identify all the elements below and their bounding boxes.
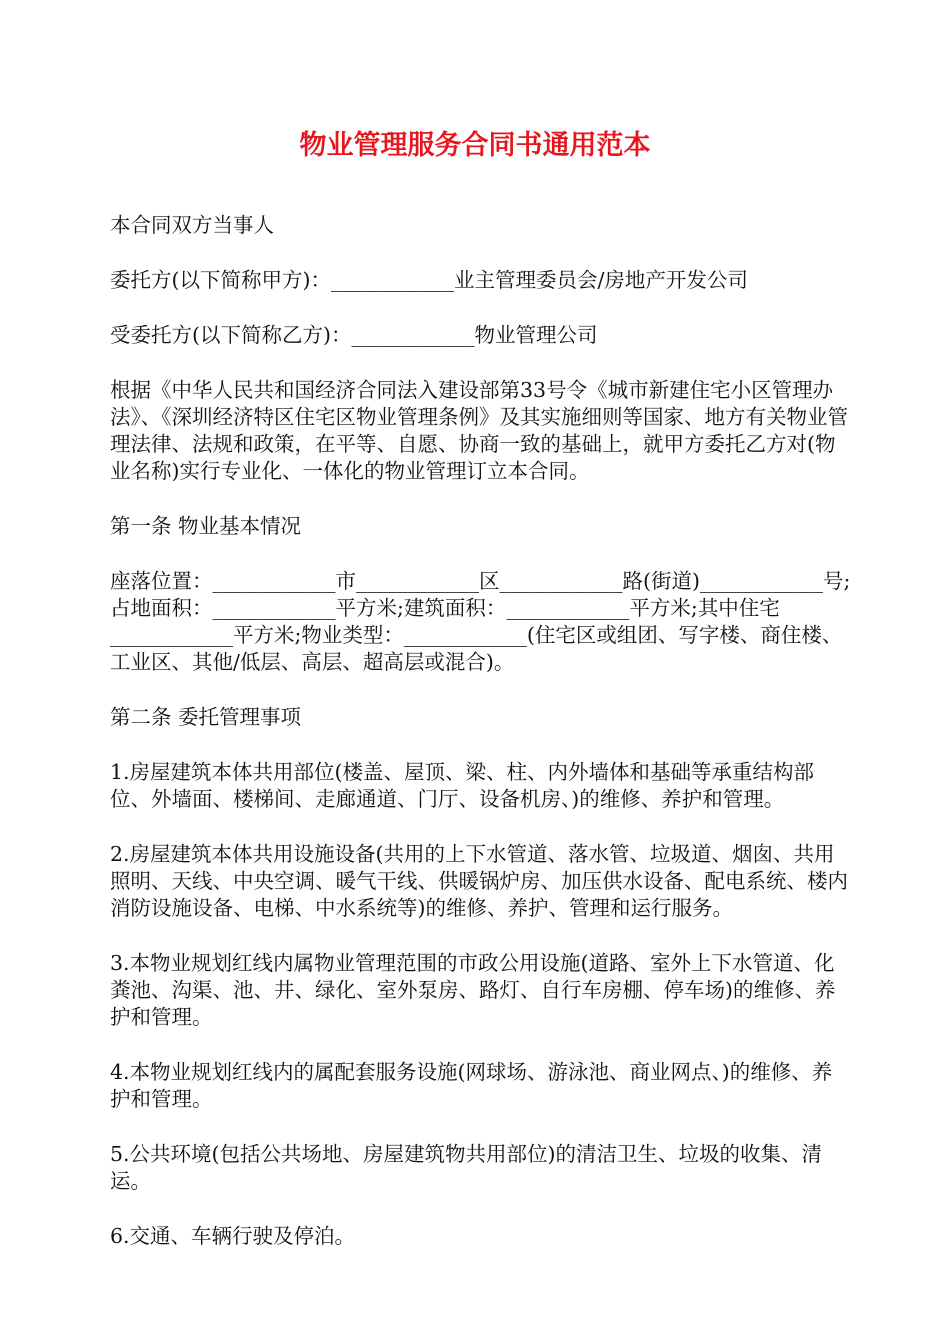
paragraph-party-b: 受委托方(以下简称乙方)：____________物业管理公司 xyxy=(110,323,598,347)
paragraph-party-a: 委托方(以下简称甲方)：____________业主管理委员会/房地产开发公司 xyxy=(110,268,748,292)
article-2-heading: 第二条 委托管理事项 xyxy=(110,705,302,729)
list-item-1: 1.房屋建筑本体共用部位(楼盖、屋顶、梁、柱、内外墙体和基础等承重结构部位、外墙面、楼梯间、走廊通道、门厅、设备机房、)的维修、养护和管理。 xyxy=(110,760,815,811)
list-item-3: 3.本物业规划红线内属物业管理范围的市政公用设施(道路、室外上下水管道、化粪池、沟渠、池、井、绿化、室外泵房、路灯、自行车房棚、停车场)的维修、养护和管理。 xyxy=(110,951,836,1029)
document-title: 物业管理服务合同书通用范本 xyxy=(299,130,651,161)
article-1-heading: 第一条 物业基本情况 xyxy=(110,514,302,538)
paragraph-property-info: 座落位置：____________市____________区____________路(街道)____________号;占地面积：____________平方米;建筑面积：____________平方米;其中住宅____________平方米;物业类型：____________(住宅区或组团、写字楼、商住楼、工业区、其他/低层、高层、超高层或混合)。 xyxy=(110,569,851,674)
paragraph-parties-intro: 本合同双方当事人 xyxy=(110,213,274,237)
list-item-2: 2.房屋建筑本体共用设施设备(共用的上下水管道、落水管、垃圾道、烟囱、共用照明、天线、中央空调、暖气干线、供暖锅炉房、加压供水设备、配电系统、楼内消防设施设备、电梯、中水系统等)的维修、养护、管理和运行服务。 xyxy=(110,842,848,920)
list-item-5: 5.公共环境(包括公共场地、房屋建筑物共用部位)的清洁卫生、垃圾的收集、清运。 xyxy=(110,1142,823,1193)
paragraph-preamble: 根据《中华人民共和国经济合同法入建设部第33号令《城市新建住宅小区管理办法》、《深圳经济特区住宅区物业管理条例》及其实施细则等国家、地方有关物业管理法律、法规和政策，在平等、自愿、协商一致的基础上，就甲方委托乙方对(物业名称)实行专业化、一体化的物业管理订立本合同。 xyxy=(110,378,848,483)
list-item-4: 4.本物业规划红线内的属配套服务设施(网球场、游泳池、商业网点、)的维修、养护和管理。 xyxy=(110,1060,833,1111)
document-body xyxy=(110,212,852,1278)
list-item-6: 6.交通、车辆行驶及停泊。 xyxy=(110,1224,356,1248)
